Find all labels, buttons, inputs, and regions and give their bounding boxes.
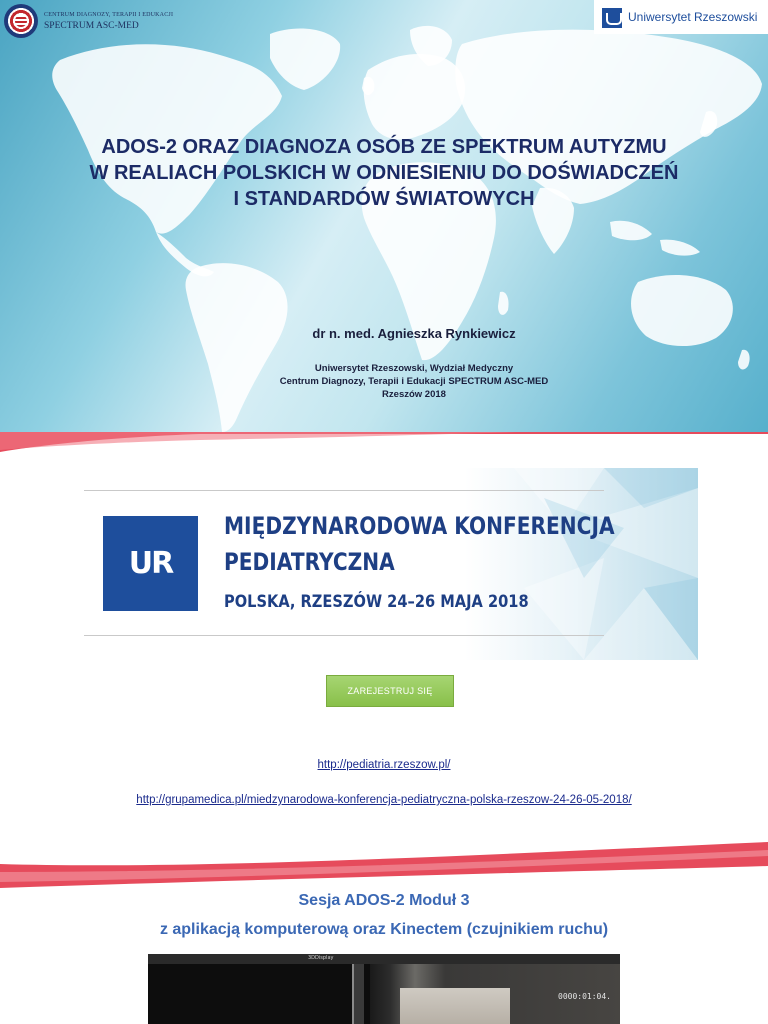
video-left-pane-label: 3DDisplay xyxy=(308,955,334,961)
spectrum-seal-icon xyxy=(4,4,38,38)
university-name: Uniwersytet Rzeszowski xyxy=(628,10,758,24)
session-title: Sesja ADOS-2 Moduł 3 xyxy=(298,892,470,909)
affiliation xyxy=(0,362,768,401)
conference-title-line1: MIĘDZYNARODOWA KONFERENCJA xyxy=(224,512,615,540)
conference-title-line2: PEDIATRYCZNA xyxy=(224,548,395,576)
grupamedica-link[interactable]: http://grupamedica.pl/miedzynarodowa-konferencja-pediatryczna-polska-rzeszow-24-26-05-2018/ xyxy=(136,794,632,806)
slide-divider xyxy=(0,842,768,860)
pediatria-link[interactable]: http://pediatria.rzeszow.pl/ xyxy=(317,759,451,771)
banner-rule-bottom xyxy=(84,635,604,636)
ur-logo-icon xyxy=(602,8,622,28)
affiliation-line: Centrum Diagnozy, Terapii i Edukacji SPECTRUM ASC-MED xyxy=(279,376,549,387)
video-timecode: 0000:01:04. xyxy=(558,992,611,1001)
register-button[interactable]: ZAREJESTRUJ SIĘ xyxy=(326,675,454,707)
video-titlebar xyxy=(148,954,620,964)
video-pane-splitter xyxy=(352,964,364,1024)
slide-title-line: ADOS-2 ORAZ DIAGNOZA OSÓB ZE SPEKTRUM AUTYZMU xyxy=(101,136,667,158)
affiliation-line: Uniwersytet Rzeszowski, Wydział Medyczny xyxy=(314,363,514,374)
slide-title-line: I STANDARDÓW ŚWIATOWYCH xyxy=(233,188,535,210)
divider-shape xyxy=(0,842,768,888)
spectrum-logo-line1: CENTRUM DIAGNOZY, TERAPII I EDUKACJI xyxy=(44,12,174,18)
slide-title-line: W REALIACH POLSKICH W ODNIESIENIU DO DOŚWIADCZEŃ xyxy=(89,162,679,184)
spectrum-logo-line2: SPECTRUM ASC-MED xyxy=(44,21,139,31)
session-video-screenshot xyxy=(148,954,620,1024)
affiliation-line: Rzeszów 2018 xyxy=(382,389,446,400)
title-slide xyxy=(0,0,768,432)
divider-shape xyxy=(0,432,768,452)
university-logo xyxy=(594,0,768,34)
spectrum-asc-med-logo xyxy=(4,4,174,38)
session-subtitle: z aplikacją komputerową oraz Kinectem (czujnikiem ruchu) xyxy=(159,921,609,938)
banner-rule-top xyxy=(84,490,604,491)
author-name: dr n. med. Agnieszka Rynkiewicz xyxy=(312,326,516,341)
ur-logo-text: UR xyxy=(128,546,173,581)
slide-title xyxy=(40,134,728,212)
ur-banner-logo xyxy=(103,516,198,611)
conference-subtitle: POLSKA, RZESZÓW 24–26 MAJA 2018 xyxy=(224,592,529,612)
conference-banner xyxy=(84,468,698,660)
slide-divider xyxy=(0,432,768,450)
